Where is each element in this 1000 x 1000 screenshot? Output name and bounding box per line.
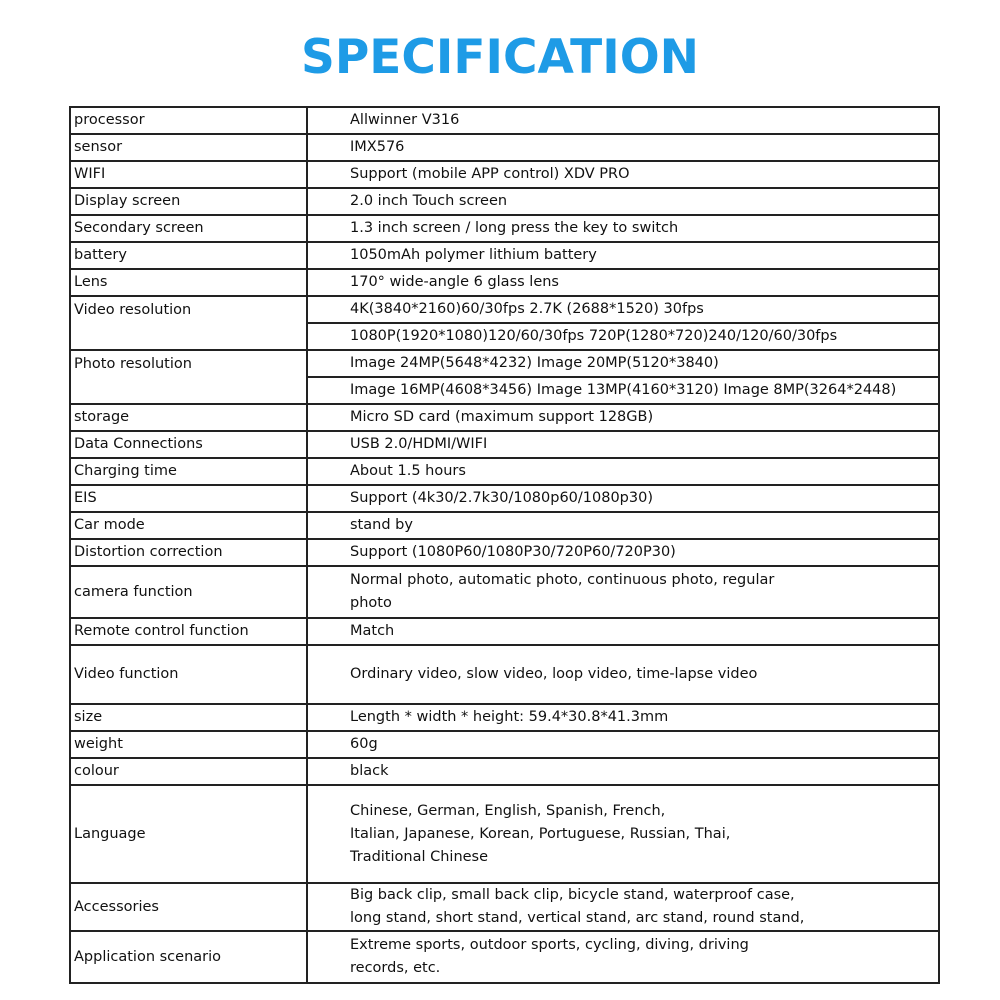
spec-key: Application scenario [70, 931, 307, 983]
table-row [70, 404, 939, 431]
page-title: SPECIFICATION [300, 30, 700, 85]
table-row [70, 161, 939, 188]
spec-value [307, 107, 939, 134]
table-row [70, 931, 939, 983]
spec-value: 1080P(1920*1080)120/60/30fps 720P(1280*720)240/120/60/30fps [307, 323, 939, 350]
table-row [70, 431, 939, 458]
table-row [70, 758, 939, 785]
table-row [70, 134, 939, 161]
spec-value-line: 2.0 inch Touch screen [350, 193, 508, 209]
table-row [70, 566, 939, 618]
spec-value-line: Ordinary video, slow video, loop video, time-lapse video [350, 666, 758, 682]
spec-value [307, 215, 939, 242]
spec-value-line: Chinese, German, English, Spanish, French, [350, 802, 666, 819]
spec-value [307, 645, 939, 704]
spec-key: Video resolution [70, 296, 307, 350]
spec-value [307, 785, 939, 883]
spec-key: WIFI [70, 161, 307, 188]
spec-value-line: black [350, 763, 389, 779]
spec-key: camera function [70, 566, 307, 618]
table-row [70, 731, 939, 758]
spec-value [307, 242, 939, 269]
spec-value [307, 883, 939, 931]
spec-key: battery [70, 242, 307, 269]
spec-value-line: IMX576 [350, 139, 405, 155]
spec-value-line: Italian, Japanese, Korean, Portuguese, Russian, Thai, [350, 825, 731, 842]
spec-value-line: 60g [350, 736, 378, 752]
spec-value-line: About 1.5 hours [350, 463, 466, 479]
spec-value-line: Big back clip, small back clip, bicycle stand, waterproof case, [350, 887, 795, 903]
spec-key: Remote control function [70, 618, 307, 645]
spec-key: Secondary screen [70, 215, 307, 242]
table-row [70, 269, 939, 296]
spec-value-line: long stand, short stand, vertical stand, arc stand, round stand, [350, 910, 805, 926]
spec-value-line: Traditional Chinese [350, 848, 489, 865]
spec-key: Language [70, 785, 307, 883]
spec-value-line: photo [350, 595, 392, 611]
spec-value [307, 539, 939, 566]
spec-value [307, 404, 939, 431]
table-row [70, 485, 939, 512]
spec-value [307, 458, 939, 485]
table-row [70, 215, 939, 242]
spec-value [307, 758, 939, 785]
spec-value-line: Normal photo, automatic photo, continuous photo, regular [350, 572, 775, 588]
spec-value-line: Support (1080P60/1080P30/720P60/720P30) [350, 544, 676, 560]
table-row [70, 645, 939, 704]
spec-value [307, 566, 939, 618]
spec-value-line: Support (mobile APP control) XDV PRO [350, 166, 630, 182]
table-row [70, 458, 939, 485]
spec-key: Photo resolution [70, 350, 307, 404]
spec-key: size [70, 704, 307, 731]
spec-value [307, 485, 939, 512]
spec-key: Accessories [70, 883, 307, 931]
spec-value [307, 704, 939, 731]
table-row [70, 188, 939, 215]
spec-key: processor [70, 107, 307, 134]
table-row [70, 350, 939, 377]
spec-key: sensor [70, 134, 307, 161]
spec-value-line: 1.3 inch screen / long press the key to switch [350, 220, 679, 236]
spec-value [307, 618, 939, 645]
spec-value-line: Length * width * height: 59.4*30.8*41.3mm [350, 709, 669, 725]
spec-value [307, 431, 939, 458]
table-row [70, 785, 939, 883]
table-row [70, 296, 939, 323]
spec-value-line: records, etc. [350, 960, 441, 976]
spec-value-line: 1050mAh polymer lithium battery [350, 247, 597, 263]
spec-value-line: stand by [350, 517, 413, 533]
spec-value-line: Support (4k30/2.7k30/1080p60/1080p30) [350, 490, 653, 506]
table-row [70, 883, 939, 931]
spec-value-line: Match [350, 623, 395, 639]
table-row [70, 618, 939, 645]
spec-value [307, 512, 939, 539]
table-row [70, 107, 939, 134]
spec-key: Distortion correction [70, 539, 307, 566]
spec-value: Image 24MP(5648*4232) Image 20MP(5120*3840) [307, 350, 939, 377]
spec-key: colour [70, 758, 307, 785]
spec-key: Car mode [70, 512, 307, 539]
table-row [70, 242, 939, 269]
spec-key: EIS [70, 485, 307, 512]
spec-value [307, 731, 939, 758]
spec-value-line: USB 2.0/HDMI/WIFI [350, 436, 488, 452]
spec-value [307, 931, 939, 983]
table-row [70, 704, 939, 731]
spec-value: Image 16MP(4608*3456) Image 13MP(4160*3120) Image 8MP(3264*2448) [307, 377, 939, 404]
spec-key: storage [70, 404, 307, 431]
spec-key: Display screen [70, 188, 307, 215]
spec-value-line: Micro SD card (maximum support 128GB) [350, 409, 654, 425]
specification-table [69, 106, 940, 984]
spec-key: Data Connections [70, 431, 307, 458]
spec-value-line: Allwinner V316 [350, 112, 460, 128]
spec-value-line: 170° wide-angle 6 glass lens [350, 274, 559, 290]
spec-key: Charging time [70, 458, 307, 485]
table-row [70, 539, 939, 566]
spec-key: Lens [70, 269, 307, 296]
spec-value [307, 134, 939, 161]
spec-value [307, 161, 939, 188]
spec-key: Video function [70, 645, 307, 704]
spec-value: 4K(3840*2160)60/30fps 2.7K (2688*1520) 30fps [307, 296, 939, 323]
spec-value-line: Extreme sports, outdoor sports, cycling, diving, driving [350, 937, 749, 953]
spec-value [307, 269, 939, 296]
spec-key: weight [70, 731, 307, 758]
table-row [70, 512, 939, 539]
spec-value [307, 188, 939, 215]
